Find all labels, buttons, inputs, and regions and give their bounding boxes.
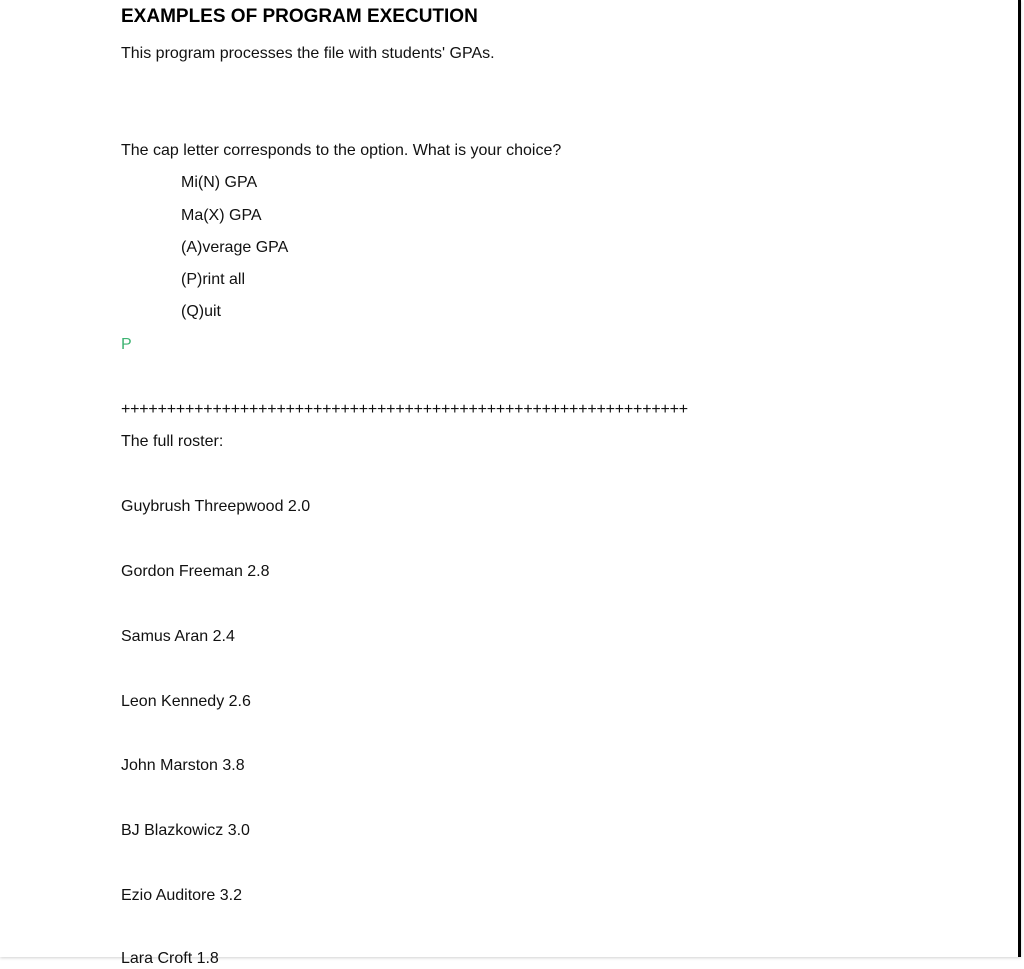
page-title: EXAMPLES OF PROGRAM EXECUTION	[121, 6, 478, 27]
option-min-gpa: Mi(N) GPA	[181, 174, 258, 191]
roster-entry: Ezio Auditore 3.2	[121, 887, 242, 904]
option-average-gpa: (A)verage GPA	[181, 239, 289, 256]
roster-entry: Lara Croft 1.8	[121, 950, 219, 967]
roster-entry: Samus Aran 2.4	[121, 628, 235, 645]
roster-entry: BJ Blazkowicz 3.0	[121, 822, 250, 839]
intro-text: This program processes the file with students' GPAs.	[121, 45, 495, 62]
user-choice: P	[121, 336, 132, 353]
option-max-gpa: Ma(X) GPA	[181, 207, 262, 224]
roster-label: The full roster:	[121, 433, 224, 450]
roster-entry: Guybrush Threepwood 2.0	[121, 498, 311, 515]
menu-prompt: The cap letter corresponds to the option. What is your choice?	[121, 142, 562, 159]
separator-line: ++++++++++++++++++++++++++++++++++++++++++++++++++++++++++++++	[121, 401, 688, 418]
roster-entry: Gordon Freeman 2.8	[121, 563, 270, 580]
roster-entry: Leon Kennedy 2.6	[121, 693, 251, 710]
page-edge-rule	[1018, 0, 1021, 957]
option-quit: (Q)uit	[181, 303, 221, 320]
option-print-all: (P)rint all	[181, 271, 246, 288]
roster-entry: John Marston 3.8	[121, 757, 245, 774]
